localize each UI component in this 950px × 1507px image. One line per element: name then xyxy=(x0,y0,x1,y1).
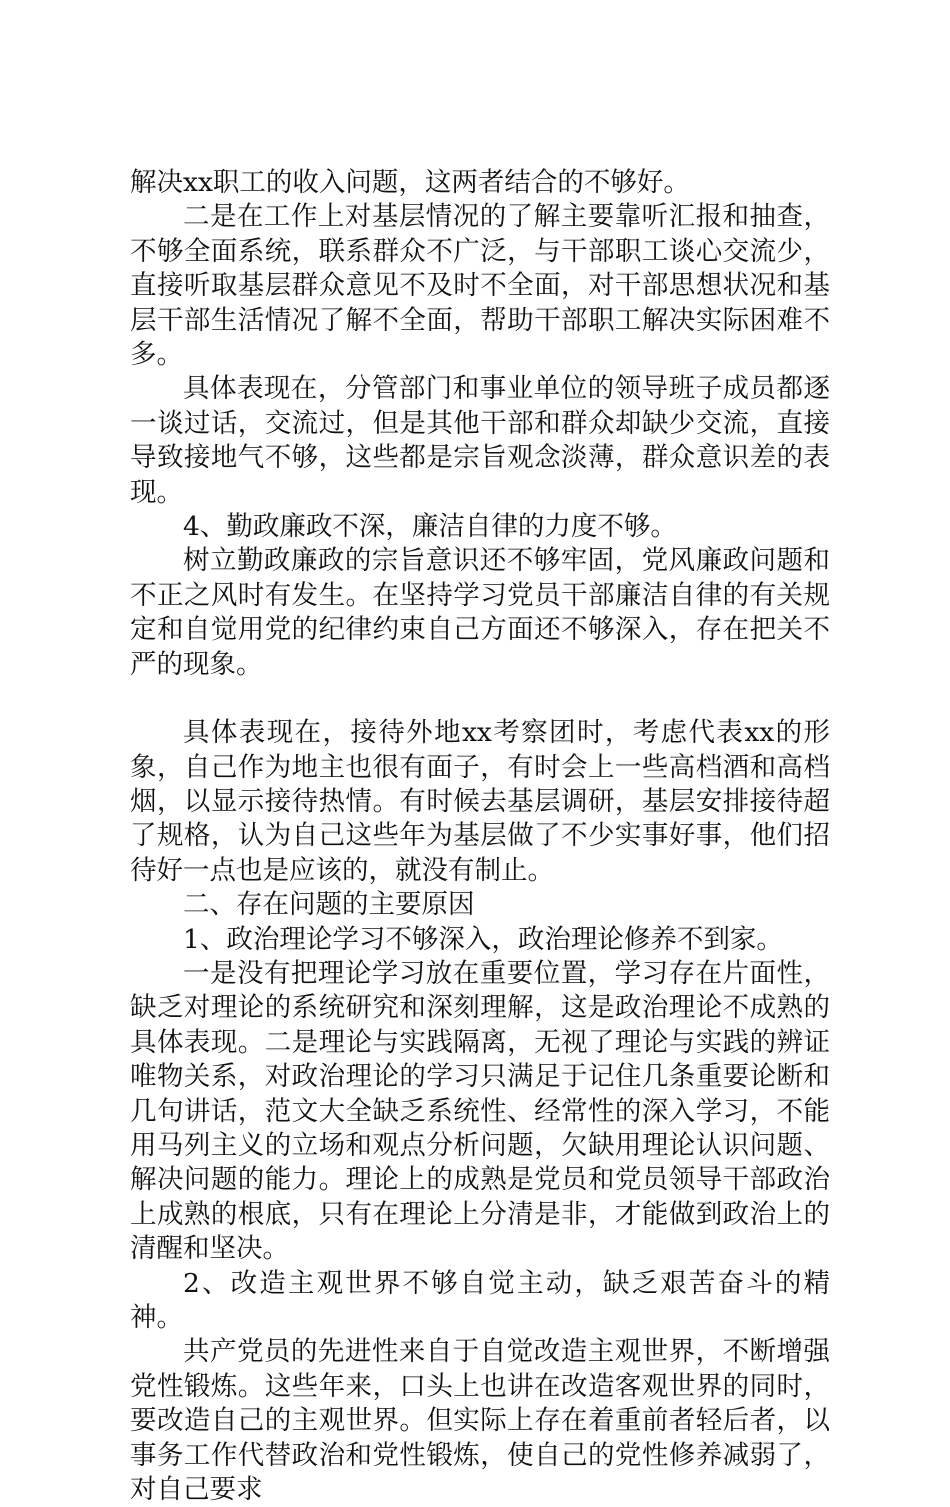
heading-main-causes: 二、存在问题的主要原因 xyxy=(183,889,475,921)
heading-political-theory: 1、政治理论学习不够深入，政治理论修养不到家。 xyxy=(183,923,783,955)
paragraph-integrity-awareness: 树立勤政廉政的宗旨意识还不够牢固，党风廉政问题和不正之风时有发生。在坚持学习党员干部廉洁自律的有关规定和自觉用党的纪律约束自己方面还不够深入，存在把关不严的现象。 xyxy=(130,545,830,680)
paragraph-gap xyxy=(130,682,830,716)
heading-diligence-integrity: 4、勤政廉政不深，廉洁自律的力度不够。 xyxy=(183,511,677,543)
paragraph-grassroots-understanding: 二是在工作上对基层情况的了解主要靠听汇报和抽查，不够全面系统，联系群众不广泛，与干部职工谈心交流少，直接听取基层群众意见不及时不全面，对干部思想状况和基层干部生活情况了解不全面，帮助干部职工解决实际困难不多。 xyxy=(130,201,830,371)
paragraph-theory-study: 一是没有把理论学习放在重要位置，学习存在片面性，缺乏对理论的系统研究和深刻理解，这是政治理论不成熟的具体表现。二是理论与实践隔离，无视了理论与实践的辨证唯物关系，对政治理论的学习只满足于记住几条重要论断和几句讲话，范文大全缺乏系统性、经常性的深入学习，不能用马列主义的立场和观点分析问题，欠缺用理论认识问题、解决问题的能力。理论上的成熟是党员和党员领导干部政治上成熟的根底，只有在理论上分清是非，才能做到政治上的清醒和坚决。 xyxy=(130,957,830,1265)
heading-subjective-world: 2、改造主观世界不够自觉主动，缺乏艰苦奋斗的精神。 xyxy=(130,1267,830,1333)
paragraph-specific-performance-2: 具体表现在，接待外地xx考察团时，考虑代表xx的形象，自己作为地主也很有面子，有时会上一些高档酒和高档烟，以显示接待热情。有时候去基层调研，基层安排接待超了规格，认为自己这些年为基层做了不少实事好事，他们招待好一点也是应该的，就没有制止。 xyxy=(130,717,830,886)
paragraph-party-spirit: 共产党员的先进性来自于自觉改造主观世界，不断增强党性锻炼。这些年来，口头上也讲在改造客观世界的同时，要改造自己的主观世界。但实际上存在着重前者轻后者，以事务工作代替政治和党性锻炼，使自己的党性修养减弱了，对自己要求 xyxy=(130,1336,830,1506)
document-body xyxy=(130,166,830,1507)
paragraph-specific-performance-1: 具体表现在，分管部门和事业单位的领导班子成员都逐一谈过话，交流过，但是其他干部和群众却缺少交流，直接导致接地气不够，这些都是宗旨观念淡薄，群众意识差的表现。 xyxy=(130,373,830,508)
paragraph-continuation: 解决xx职工的收入问题，这两者结合的不够好。 xyxy=(130,167,690,198)
